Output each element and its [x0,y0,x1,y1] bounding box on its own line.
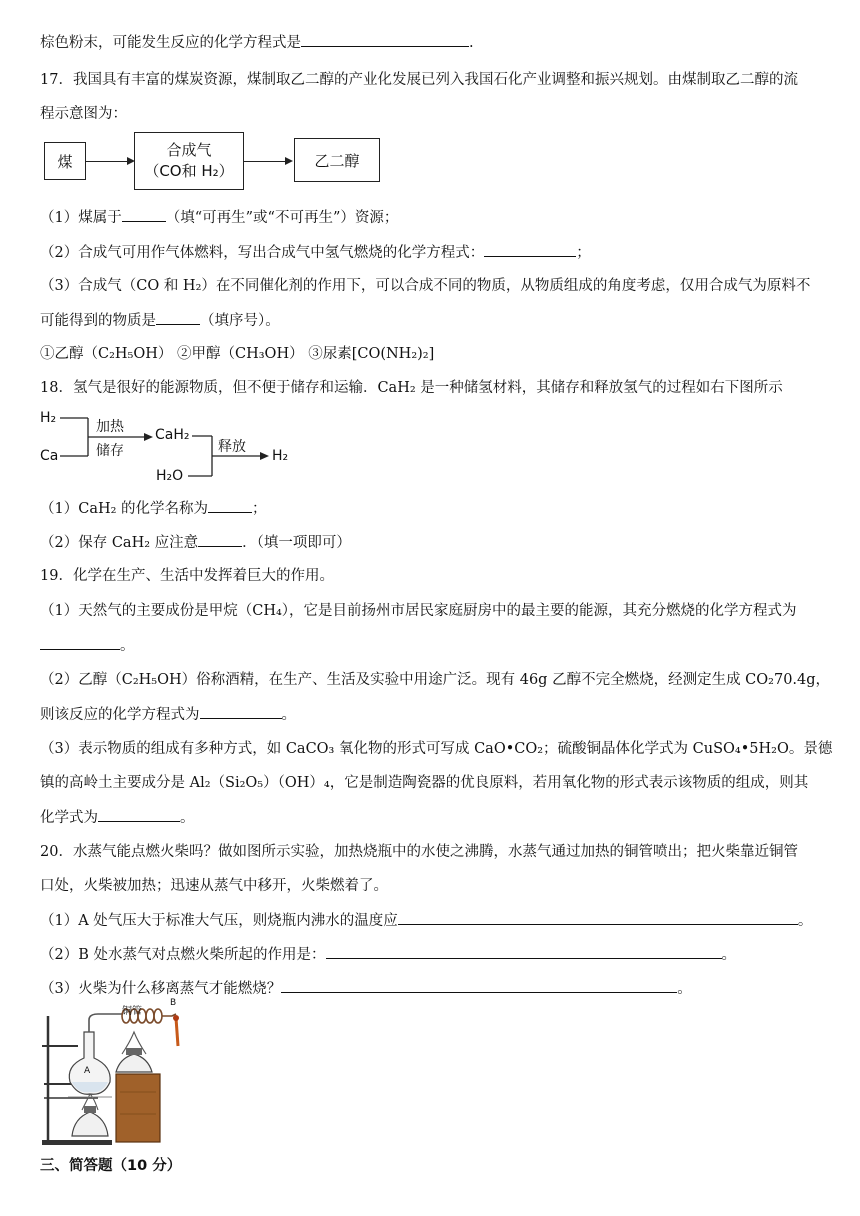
q17-2-tail: ； [576,245,591,261]
q20-3-text: （3）火柴为什么移离蒸气才能燃烧？ [40,981,282,997]
punct: 。 [797,913,813,929]
q19-3-text: 化学式为 [40,810,98,826]
answer-blank[interactable] [122,207,166,222]
q16-tail-line [40,32,474,53]
q19-part2-line1: （2）乙醇（C₂H₅OH）俗称酒精，在生产、生活及实验中用途广泛。现有 46g 乙醇不完全燃烧，经测定生成 CO₂70.4g， [40,672,831,688]
punct: 。 [721,947,736,963]
q17-intro-line1: 17．我国具有丰富的煤炭资源，煤制取乙二醇的产业化发展已列入我国石化产业调整和振兴规划。由煤制取乙二醇的流 [40,72,798,88]
q20-part1 [40,910,812,931]
punct: . [469,35,474,51]
q20-intro-line1: 20．水蒸气能点燃火柴吗？做如图所示实验，加热烧瓶中的水使之沸腾，水蒸气通过加热的铜管喷出；把火柴靠近铜管 [40,844,798,860]
flow-box-syngas [134,132,244,190]
diag-cah2: CaH₂ [155,427,190,443]
flow-box-glycol: 乙二醇 [294,138,380,182]
steam-apparatus-figure [38,998,198,1152]
punct: 。 [281,707,296,723]
q16-tail-text: 棕色粉末，可能发生反应的化学方程式是 [40,35,301,51]
label-point-a: A [84,1066,91,1076]
section-3-title: 三、简答题（10 分） [40,1158,182,1174]
q19-intro: 19．化学在生产、生活中发挥着巨大的作用。 [40,568,334,584]
answer-blank[interactable] [40,635,120,650]
q17-2-text: （2）合成气可用作气体燃料，写出合成气中氢气燃烧的化学方程式： [40,245,485,261]
diag-release-label: 释放 [218,439,246,455]
flow-arrow-2 [243,161,291,162]
q18-1-tail: ； [252,501,267,517]
answer-blank[interactable] [198,532,242,547]
diag-heat-label: 加热 [96,419,124,435]
apparatus-drawing [38,1002,198,1152]
diag-h2o: H₂O [156,468,184,484]
answer-blank[interactable] [301,32,469,47]
answer-blank[interactable] [326,944,722,959]
q17-part1 [40,207,398,228]
q17-3-tail: （填序号）。 [200,313,280,329]
q20-1-text: （1）A 处气压大于标准大气压，则烧瓶内沸水的温度应 [40,913,398,929]
q19-part2-line2 [40,704,296,725]
flow-arrow-1 [85,161,133,162]
diag-store-label: 储存 [96,443,124,459]
q17-options: ①乙醇（C₂H₅OH） ②甲醇（CH₃OH） ③尿素[CO(NH₂)₂] [40,346,435,362]
q17-1-text-tail: （填“可再生”或“不可再生”）资源； [165,210,399,226]
flow-box-coal: 煤 [44,142,86,180]
punct: 。 [120,638,135,654]
q17-part3-line2 [40,310,280,331]
answer-blank[interactable] [98,807,180,822]
q19-part3-line1: （3）表示物质的组成有多种方式，如 CaCO₃ 氧化物的形式可写成 CaO•CO₂；硫酸铜晶体化学式为 CuSO₄•5H₂O。景德 [40,741,833,757]
q17-part3-line1: （3）合成气（CO 和 H₂）在不同催化剂的作用下，可以合成不同的物质，从物质组成的角度考虑，仅用合成气为原料不 [40,278,811,294]
q19-part1: （1）天然气的主要成份是甲烷（CH₄），它是目前扬州市居民家庭厨房中的最主要的能源，其充分燃烧的化学方程式为 [40,603,797,619]
answer-blank[interactable] [281,978,677,993]
q19-2-text: 则该反应的化学方程式为 [40,707,200,723]
syngas-formula: （CO和 H₂） [144,162,234,180]
q18-intro: 18．氢气是很好的能源物质，但不便于储存和运输．CaH₂ 是一种储氢材料，其储存和释放氢气的过程如右下图所示 [40,380,783,396]
q17-part2 [40,242,591,263]
q19-part1-blank-line [40,635,135,656]
answer-blank[interactable] [156,310,200,325]
q18-part2 [40,532,351,553]
q20-2-text: （2）B 处水蒸气对点燃火柴所起的作用是： [40,947,326,963]
q17-intro-line2: 程示意图为： [40,106,127,122]
diag-ca: Ca [40,448,59,464]
q19-part3-line3 [40,807,195,828]
punct: 。 [677,981,692,997]
q18-part1 [40,498,267,519]
q17-3-text: 可能得到的物质是 [40,313,156,329]
q17-1-text: （1）煤属于 [40,210,122,226]
label-point-b: B [170,998,177,1008]
q20-intro-line2: 口处，火柴被加热；迅速从蒸气中移开，火柴燃着了。 [40,878,388,894]
diag-h2-input: H₂ [40,410,57,426]
q20-part3 [40,978,692,999]
punct: 。 [180,810,195,826]
q20-part2 [40,944,736,965]
answer-blank[interactable] [208,498,252,513]
label-copper-tube: 铜管 [122,1006,142,1017]
answer-blank[interactable] [398,910,798,925]
syngas-label: 合成气 [166,141,212,159]
q18-2-tail: ．（填一项即可） [242,535,351,551]
q18-2-text: （2）保存 CaH₂ 应注意 [40,535,199,551]
q19-part3-line2: 镇的高岭土主要成分是 Al₂（Si₂O₅）（OH）₄，它是制造陶瓷器的优良原料，若用氧化物的形式表示该物质的组成，则其 [40,775,809,791]
q18-1-text: （1）CaH₂ 的化学名称为 [40,501,209,517]
answer-blank[interactable] [484,242,576,257]
diag-h2-output: H₂ [272,448,289,464]
answer-blank[interactable] [200,704,282,719]
